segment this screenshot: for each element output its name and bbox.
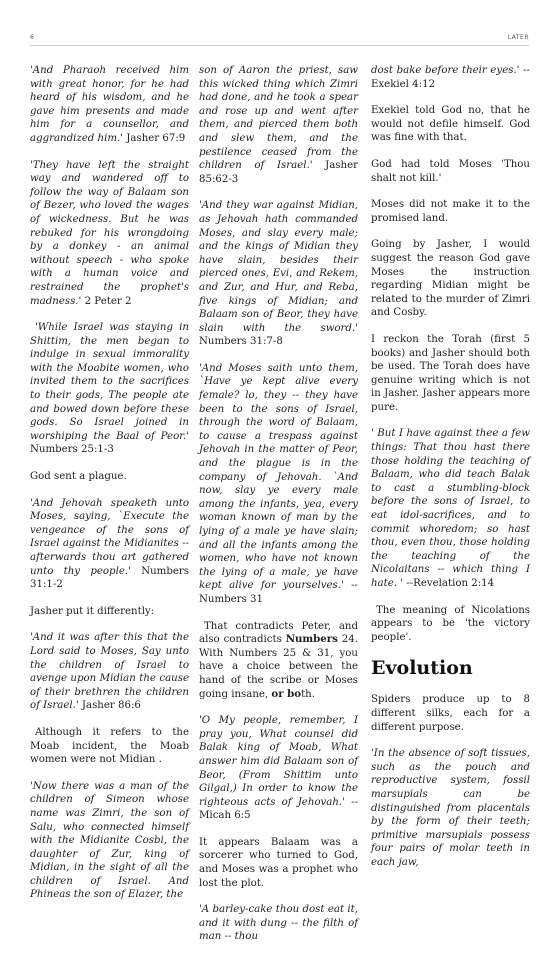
text-run: 24. With Numbers 25 & 31, you have a choice between the hand of the scribe or Moses going insane,: [199, 634, 358, 700]
quote: dost bake before their eyes.': [371, 65, 520, 76]
citation: Numbers 31:1-2: [30, 565, 189, 591]
column-1: [30, 64, 189, 915]
paragraph: [371, 427, 530, 590]
quote: ' But I have against thee a few things: That thou hast there those holding the teaching of Balaam, who did teach Balak to cast a stumbling-block before the sons of Israel, to eat idol-sacrifices, and to commit whoredom; so hast thou, even thou, those holding the teaching of the Nicolaitans -- which thing I hate. ': [371, 428, 530, 589]
citation: --Micah 6:5: [199, 796, 359, 822]
paragraph: [30, 497, 189, 592]
paragraph: Moses did not make it to the promised land.: [371, 199, 530, 224]
quote: 'They have left the straight way and wandered off to follow the way of Balaam son of Bezer, who loved the wages of wickedness. But he was rebuked for his wrongdoing by a donkey - an animal without speech - who spoke with a human voice and restrained the prophet's madness.': [30, 159, 189, 307]
header-rule: [30, 45, 529, 46]
paragraph: [199, 199, 358, 349]
quote: 'And Moses saith unto them, `Have ye kept alive every female? lo, they -- they have been to the sons of Israel, through the word of Balaam, to cause a trespass against Jehovah in the matter of Peor, and the plague is in the company of Jehovah. `And now, slay ye every male among the infants, yea, every woman known of man by the lying of a male ye have slain; and all the infants among the women, who have not known the lying of a male, ye have kept alive for yourselves.': [199, 362, 358, 592]
quote: 'And Jehovah speaketh unto Moses, saying, `Execute the vengeance of the sons of Israel against the Midianites -- afterwards thou art gathered unto thy people.': [30, 497, 189, 577]
section-heading: Evolution: [371, 657, 473, 680]
citation: -- Numbers 31: [199, 580, 358, 605]
citation: Numbers 31:7-8: [199, 336, 283, 348]
paragraph: [199, 64, 358, 186]
citation: --Exekiel 4:12: [371, 65, 531, 90]
paragraph: The meaning of Nicolations appears to be 'the victory people'.: [371, 604, 530, 643]
citation: 2 Peter 2: [81, 295, 132, 307]
paragraph: God sent a plague.: [30, 471, 127, 483]
quote: 'And Pharaoh received him with great honor, for he had heard of his wisdom, and he gave him presents and made him for a counsellor, and aggrandized him.': [30, 65, 189, 144]
quote: 'A barley-cake thou dost eat it, and it with dung -- the filth of man -- thou: [199, 904, 358, 943]
quote: 'In the absence of soft tissues, such as the pouch and reproductive system, fossil marsupials can be distinguished from placentals by the form of their teeth; primitive marsupials possess four pairs of molar teeth in each jaw,: [371, 748, 530, 868]
text-run: th.: [301, 688, 315, 700]
paragraph: [30, 64, 189, 146]
paragraph: Jasher put it differently:: [30, 605, 155, 617]
quote: 'Now there was a man of the children of Simeon whose name was Zimri, the son of Salu, who connected himself with the Midianite Cosbi, the daughter of Zur, king of Midian, in the sight of all the children of Israel. And Phineas the son of Elazer, the: [30, 780, 189, 901]
quote: son of Aaron the priest, saw this wicked thing which Zimri had done, and he took a spear and rose up and went after them, and pierced them both and slew them, and the pestilence ceased from the children of Israel.': [199, 65, 358, 172]
citation: Jasher 67:9: [123, 132, 186, 144]
paragraph: [30, 631, 189, 713]
citation: Jasher 86:6: [78, 700, 141, 712]
bold-run: Numbers: [285, 633, 338, 646]
paragraph: [371, 747, 530, 869]
paragraph: Although it refers to the Moab incident, the Moab women were not Midian .: [30, 726, 189, 766]
paragraph: Exekiel told God no, that he would not defile himself. God was fine with that.: [371, 105, 530, 144]
citation: --Revelation 2:14: [403, 578, 495, 589]
column-3: [371, 64, 530, 883]
citation: Numbers 25:1-3: [30, 444, 114, 456]
body-columns: [30, 64, 531, 943]
paragraph: Spiders produce up to 8 different silks, each for a different purpose.: [371, 694, 530, 733]
paragraph: [199, 714, 358, 823]
quote: 'And it was after this that the Lord said to Moses, Say unto the children of Israel to avenge upon Midian the cause of their brethren the children of Israel.': [30, 632, 189, 712]
text-run: That contradicts Peter, and also contradicts: [199, 620, 358, 646]
paragraph: [199, 903, 358, 944]
page-number: 6: [30, 34, 35, 41]
paragraph: [199, 362, 358, 607]
quote: 'While Israel was staying in Shittim, the men began to indulge in sexual immorality with the Moabite women, who invited them to the sacrifices to their gods, The people ate and bowed down before these gods. So Israel joined in worshiping the Baal of Peor.': [30, 322, 189, 442]
bold-run: or bo: [271, 687, 302, 700]
paragraph: [30, 159, 189, 309]
paragraph: [30, 321, 189, 457]
citation: Jasher 85:62-3: [199, 160, 358, 185]
quote: 'O My people, remember, I pray you, What counsel did Balak king of Moab, What answer him did Balaam son of Beor, (From Shittim unto Gilgal,) In order to know the righteous acts of Jehovah.': [199, 715, 358, 808]
paragraph: God had told Moses 'Thou shalt not kill.': [371, 158, 530, 184]
paragraph: It appears Balaam was a sorcerer who turned to God, and Moses was a prophet who lost the plot.: [199, 836, 358, 889]
paragraph: [371, 64, 530, 91]
paragraph: [30, 780, 189, 902]
page-header: [30, 34, 529, 42]
paragraph: I reckon the Torah (first 5 books) and Jasher should both be used. The Torah does have genuine writing which is not in Jasher. Jasher appears more pure.: [371, 333, 530, 413]
column-2: [199, 64, 358, 957]
paragraph: [199, 620, 358, 702]
running-title: LATER: [507, 34, 529, 41]
quote: 'And they war against Midian, as Jehovah hath commanded Moses, and slay every male; and the kings of Midian they have slain, besides their pierced ones, Evi, and Rekem, and Zur, and Hur, and Reba, five kings of Midian; and Balaam son of Beor, they have slain with the sword.': [199, 200, 358, 334]
paragraph: Going by Jasher, I would suggest the reason God gave Moses the instruction regarding Midian might be related to the murder of Zimri and Cosby.: [371, 239, 530, 319]
